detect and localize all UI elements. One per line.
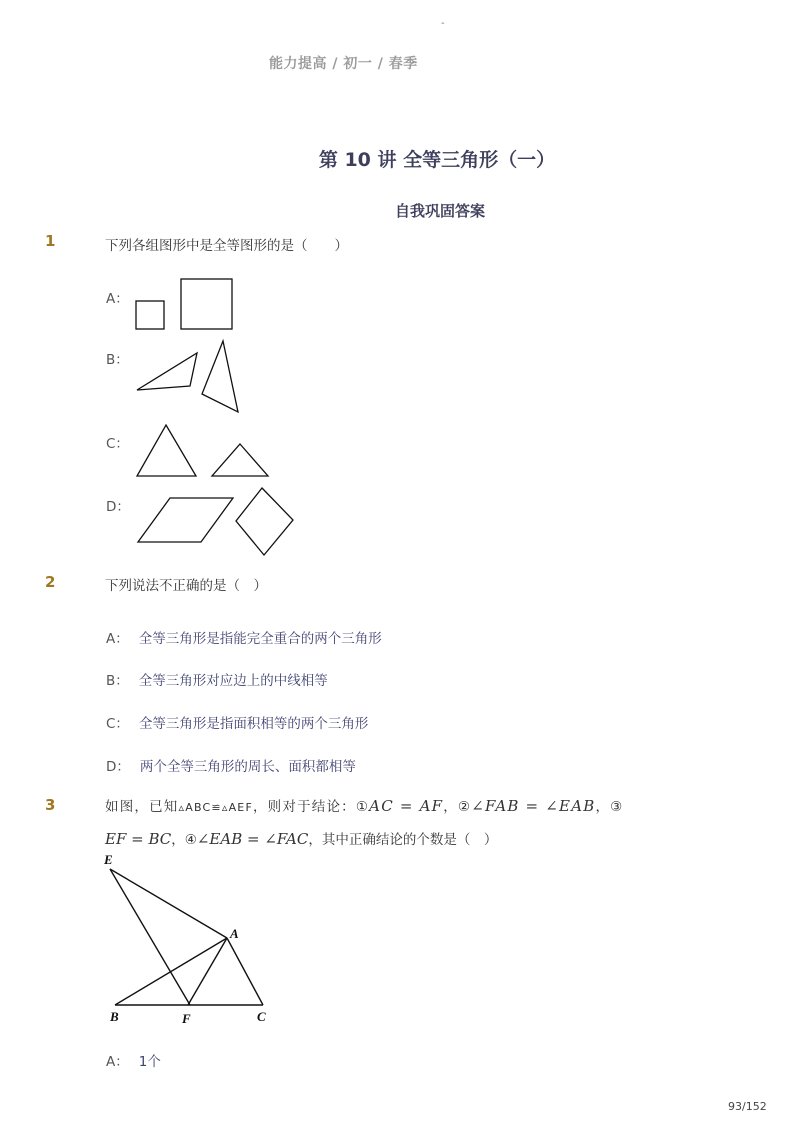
label-a: A bbox=[230, 926, 239, 941]
segment-fa bbox=[188, 938, 227, 1005]
q2-option-a: A： 全等三角形是指能完全重合的两个三角形 bbox=[106, 631, 382, 647]
q1-option-c-label: C： bbox=[106, 436, 129, 452]
label-f: F bbox=[182, 1011, 191, 1026]
breadcrumb: 能力提高 / 初一 / 春季 bbox=[269, 56, 418, 72]
q2-option-c: C： 全等三角形是指面积相等的两个三角形 bbox=[106, 716, 369, 732]
question-2-number: 2 bbox=[45, 573, 56, 591]
page-number: 93/152 bbox=[728, 1100, 767, 1113]
q1-option-a-label: A： bbox=[106, 291, 129, 307]
q1-option-b-label: B： bbox=[106, 352, 129, 368]
label-e: E bbox=[104, 852, 113, 867]
question-1-number: 1 bbox=[45, 232, 56, 250]
segment-ba bbox=[115, 938, 227, 1005]
page-title: 第 10 讲 全等三角形（一） bbox=[318, 149, 556, 171]
label-b: B bbox=[110, 1009, 119, 1024]
question-3-line-1: 如图，已知▵ABC≌▵AEF，则对于结论：①AC = AF，②∠FAB = ∠EAB，③ bbox=[105, 797, 624, 815]
section-subtitle: 自我巩固答案 bbox=[394, 202, 485, 220]
segment-ac bbox=[227, 938, 263, 1005]
q1-option-d-label: D： bbox=[106, 499, 130, 515]
question-3-number: 3 bbox=[45, 796, 56, 814]
q3-option-a: A： 1个 bbox=[106, 1054, 161, 1070]
question-1-text: 下列各组图形中是全等图形的是（ ） bbox=[105, 238, 348, 254]
q2-option-d: D： 两个全等三角形的周长、面积都相等 bbox=[106, 759, 356, 775]
segment-ea bbox=[110, 869, 227, 938]
q2-option-b: B： 全等三角形对应边上的中线相等 bbox=[106, 673, 328, 689]
label-c: C bbox=[257, 1009, 266, 1024]
question-3-line-2: EF = BC，④∠EAB = ∠FAC，其中正确结论的个数是（ ） bbox=[105, 830, 498, 848]
header-dash: - bbox=[441, 18, 445, 29]
question-2-text: 下列说法不正确的是（ ） bbox=[105, 578, 267, 594]
